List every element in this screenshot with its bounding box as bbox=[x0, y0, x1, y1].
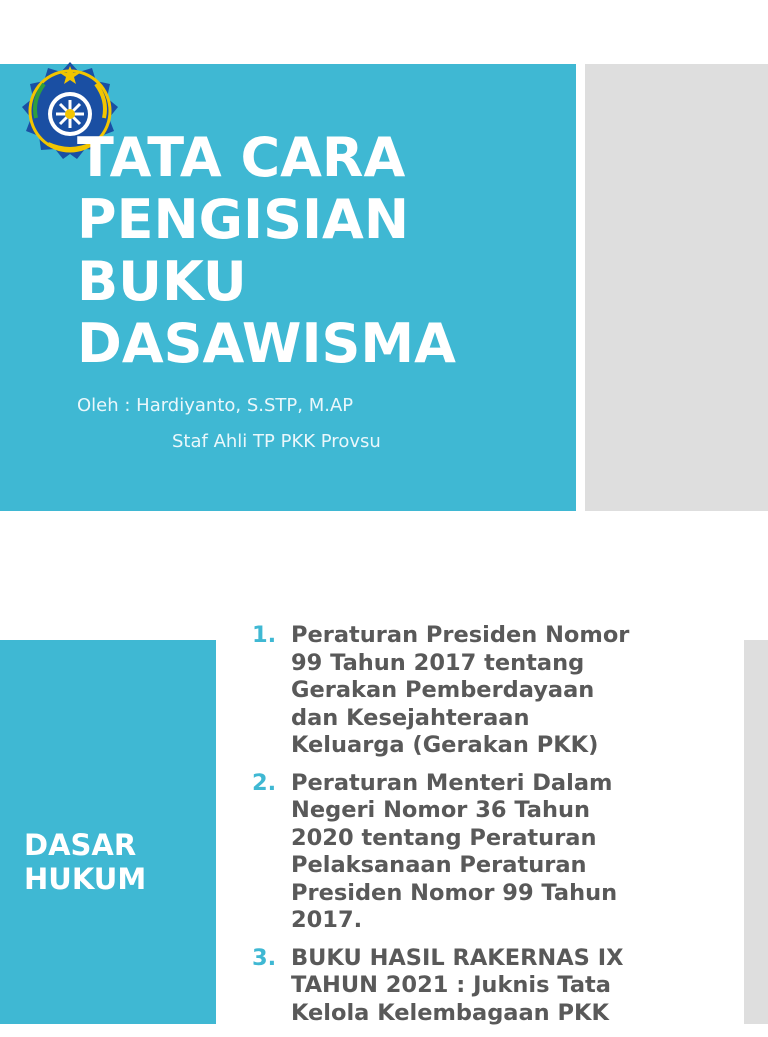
section-title-line: DASAR bbox=[24, 828, 137, 862]
section-title-line: HUKUM bbox=[24, 862, 147, 896]
side-panel bbox=[744, 640, 768, 1024]
presentation-title bbox=[77, 127, 567, 375]
title-line: BUKU bbox=[77, 250, 247, 313]
author-role: Staf Ahli TP PKK Provsu bbox=[172, 431, 381, 452]
list-item-line: Kelola Kelembagaan PKK bbox=[291, 999, 609, 1026]
list-number: 2. bbox=[252, 769, 277, 796]
title-line: PENGISIAN bbox=[77, 188, 410, 251]
title-line: DASAWISMA bbox=[77, 312, 456, 375]
list-item-line: 99 Tahun 2017 tentang bbox=[291, 649, 585, 676]
section-title bbox=[24, 828, 146, 896]
legal-basis-slide bbox=[0, 560, 768, 1024]
list-item-line: dan Kesejahteraan bbox=[291, 704, 530, 731]
side-panel bbox=[585, 64, 768, 511]
list-item bbox=[248, 945, 698, 1028]
list-item-line: Keluarga (Gerakan PKK) bbox=[291, 732, 599, 758]
legal-basis-list bbox=[248, 622, 698, 1037]
list-item-line: Presiden Nomor 99 Tahun bbox=[291, 879, 618, 906]
author-name: Oleh : Hardiyanto, S.STP, M.AP bbox=[77, 395, 354, 416]
list-item bbox=[248, 622, 698, 760]
list-number: 3. bbox=[252, 944, 277, 971]
list-item-line: Pelaksanaan Peraturan bbox=[291, 852, 587, 878]
list-item-line: 2020 tentang Peraturan bbox=[291, 824, 597, 851]
list-item-line: Negeri Nomor 36 Tahun bbox=[291, 797, 591, 823]
title-line: TATA CARA bbox=[77, 126, 406, 189]
list-item-line: BUKU HASIL RAKERNAS IX bbox=[291, 944, 624, 971]
list-item-line: Peraturan Presiden Nomor bbox=[291, 622, 630, 648]
list-item-line: Gerakan Pemberdayaan bbox=[291, 677, 595, 703]
list-item-line: Peraturan Menteri Dalam bbox=[291, 769, 613, 796]
list-item-line: TAHUN 2021 : Juknis Tata bbox=[291, 972, 611, 998]
list-item-line: 2017. bbox=[291, 907, 363, 933]
list-number: 1. bbox=[252, 622, 277, 648]
list-item bbox=[248, 770, 698, 935]
